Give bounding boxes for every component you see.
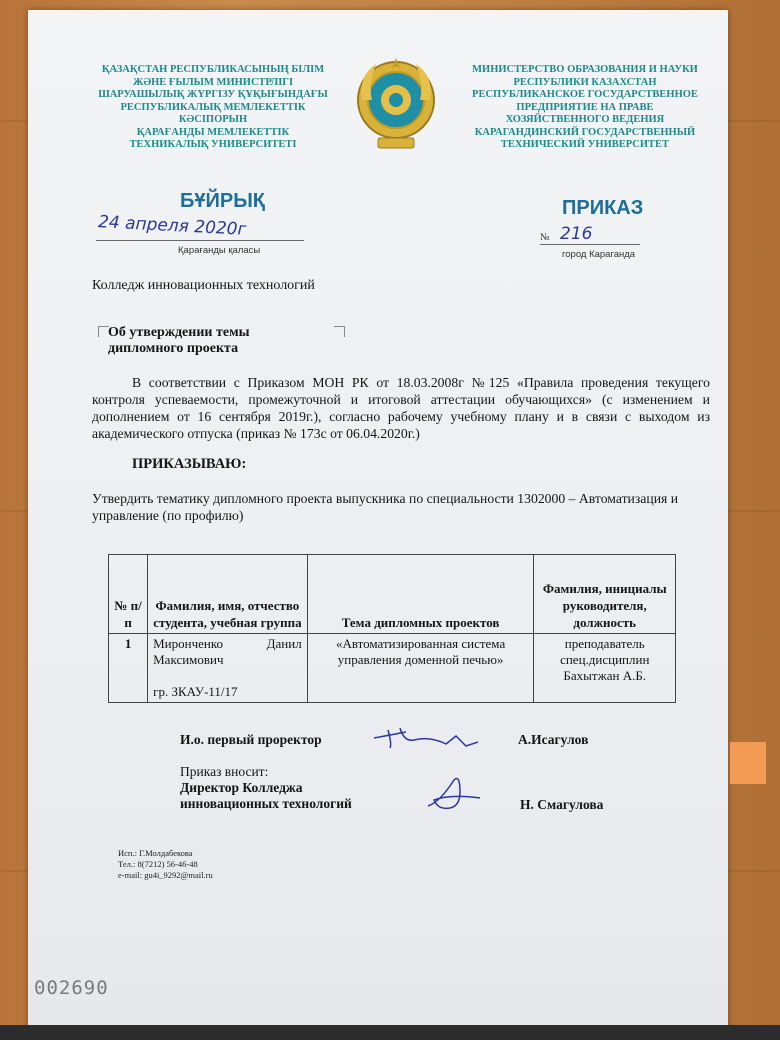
header-ru-line: РЕСПУБЛИКИ КАЗАХСТАН bbox=[513, 76, 657, 88]
header-ru-line: ТЕХНИЧЕСКИЙ УНИВЕРСИТЕТ bbox=[500, 139, 670, 150]
submitter-label: Приказ вносит: bbox=[180, 764, 269, 779]
header-ru-line: КАРАГАНДИНСКИЙ ГОСУДАРСТВЕННЫЙ bbox=[474, 126, 696, 138]
order-subject bbox=[108, 325, 250, 357]
student-group: гр. ЗКАУ-11/17 bbox=[153, 684, 238, 699]
supervisor-name: Бахытжан А.Б. bbox=[563, 668, 647, 683]
order-body: В соответствии с Приказом МОН РК от 18.03.2008г №125 «Правила проведения текущего контроля успеваемости, промежуточной и итоговой аттестации обучающихся» (с изменением и дополнением от 16 сентября 2019г.), согласно рабочему учебному плану и в связи с выходом из академического отпуска (приказ № 173с от 06.04.2020г.) bbox=[92, 375, 710, 441]
signatory-name: А.Исагулов bbox=[518, 732, 589, 747]
header-kz-line: ШАРУАШЫЛЫҚ ЖҮРГІЗУ ҚҰҚЫҒЫНДАҒЫ bbox=[98, 89, 328, 100]
approve-text: Утвердить тематику дипломного проекта выпускника по специальности 1302000 – Автоматизация и управление (по профилю) bbox=[92, 491, 679, 523]
header-kz-line: ҚАЗАҚСТАН РЕСПУБЛИКАСЫНЫҢ БІЛІМ bbox=[101, 64, 325, 75]
col-header-student: Фамилия, имя, отчество студента, учебная группа bbox=[148, 555, 308, 634]
student-name-line bbox=[153, 636, 302, 652]
city-kazakh: Қарағанды қаласы bbox=[178, 245, 261, 256]
student-firstname: Данил bbox=[266, 636, 302, 651]
signatory-title: И.о. первый проректор bbox=[180, 732, 322, 747]
header-kazakh bbox=[88, 64, 338, 152]
col-header-supervisor: Фамилия, инициалы руководителя, должность bbox=[534, 555, 676, 634]
cell-supervisor bbox=[534, 634, 676, 703]
cell-student bbox=[148, 634, 308, 703]
city-russian: город Караганда bbox=[562, 249, 636, 260]
header-ru-line: МИНИСТЕРСТВО ОБРАЗОВАНИЯ И НАУКИ bbox=[472, 64, 698, 75]
order-word: ПРИКАЗЫВАЮ: bbox=[132, 456, 247, 472]
signature-icon bbox=[370, 722, 490, 752]
college-name: Колледж инновационных технологий bbox=[92, 278, 315, 293]
number-sign: № bbox=[540, 232, 550, 243]
header-ru-line: ХОЗЯЙСТВЕННОГО ВЕДЕНИЯ bbox=[505, 114, 665, 125]
submitter-department: инновационных технологий bbox=[180, 796, 352, 811]
title-russian: ПРИКАЗ bbox=[562, 197, 644, 219]
header-kz-line: ТЕХНИКАЛЫҚ УНИВЕРСИТЕТІ bbox=[129, 139, 297, 150]
executor-info bbox=[118, 848, 213, 881]
bracket-right bbox=[334, 326, 345, 337]
submitter-name: Н. Смагулова bbox=[520, 797, 604, 812]
col-header-topic: Тема дипломных проектов bbox=[307, 555, 534, 634]
table-row bbox=[109, 634, 676, 703]
supervisor-position: преподаватель bbox=[564, 636, 645, 651]
student-patronymic: Максимович bbox=[153, 652, 224, 667]
header-russian bbox=[455, 64, 715, 152]
col-header-number: № п/п bbox=[109, 555, 148, 634]
executor-name: Исп.: Г.Молдабекова bbox=[118, 848, 193, 858]
title-kazakh: БҰЙРЫҚ bbox=[180, 190, 265, 212]
header-ru-line: ПРЕДПРИЯТИЕ НА ПРАВЕ bbox=[516, 101, 654, 113]
bottom-shadow bbox=[0, 1025, 780, 1040]
sticky-note bbox=[730, 742, 766, 784]
executor-email: e-mail: gu4i_9292@mail.ru bbox=[118, 870, 213, 880]
header-ru-line: РЕСПУБЛИКАНСКОЕ ГОСУДАРСТВЕННОЕ bbox=[472, 89, 698, 100]
header-kz-line: РЕСПУБЛИКАЛЫҚ МЕМЛЕКЕТТІК bbox=[120, 101, 306, 113]
cell-topic: «Автоматизированная система управления доменной печью» bbox=[307, 634, 534, 703]
header-kz-line: ҚАРАҒАНДЫ МЕМЛЕКЕТТІК bbox=[136, 126, 290, 138]
handwritten-number: 216 bbox=[560, 224, 593, 244]
header-kz-line: КӘСІПОРЫН bbox=[178, 114, 248, 125]
executor-phone: Тел.: 8(7212) 56-46-48 bbox=[118, 859, 198, 869]
signature-icon bbox=[420, 772, 490, 814]
student-surname: Миронченко bbox=[153, 636, 224, 651]
kazakhstan-emblem-icon bbox=[354, 56, 438, 152]
supervisor-subject: спец.дисциплин bbox=[560, 652, 650, 667]
subject-line: Об утверждении темы bbox=[108, 325, 250, 340]
cell-number: 1 bbox=[109, 634, 148, 703]
serial-number: 002690 bbox=[34, 977, 109, 999]
thesis-table bbox=[108, 554, 676, 703]
number-rule bbox=[540, 244, 640, 245]
date-rule bbox=[96, 240, 304, 241]
submitter-position: Директор Колледжа bbox=[180, 780, 303, 795]
header-kz-line: ЖӘНЕ ҒЫЛЫМ МИНИСТРЛІГІ bbox=[132, 76, 294, 88]
subject-line: дипломного проекта bbox=[108, 341, 239, 356]
handwritten-date: 24 апреля 2020г bbox=[97, 212, 247, 240]
table-header-row bbox=[109, 555, 676, 634]
